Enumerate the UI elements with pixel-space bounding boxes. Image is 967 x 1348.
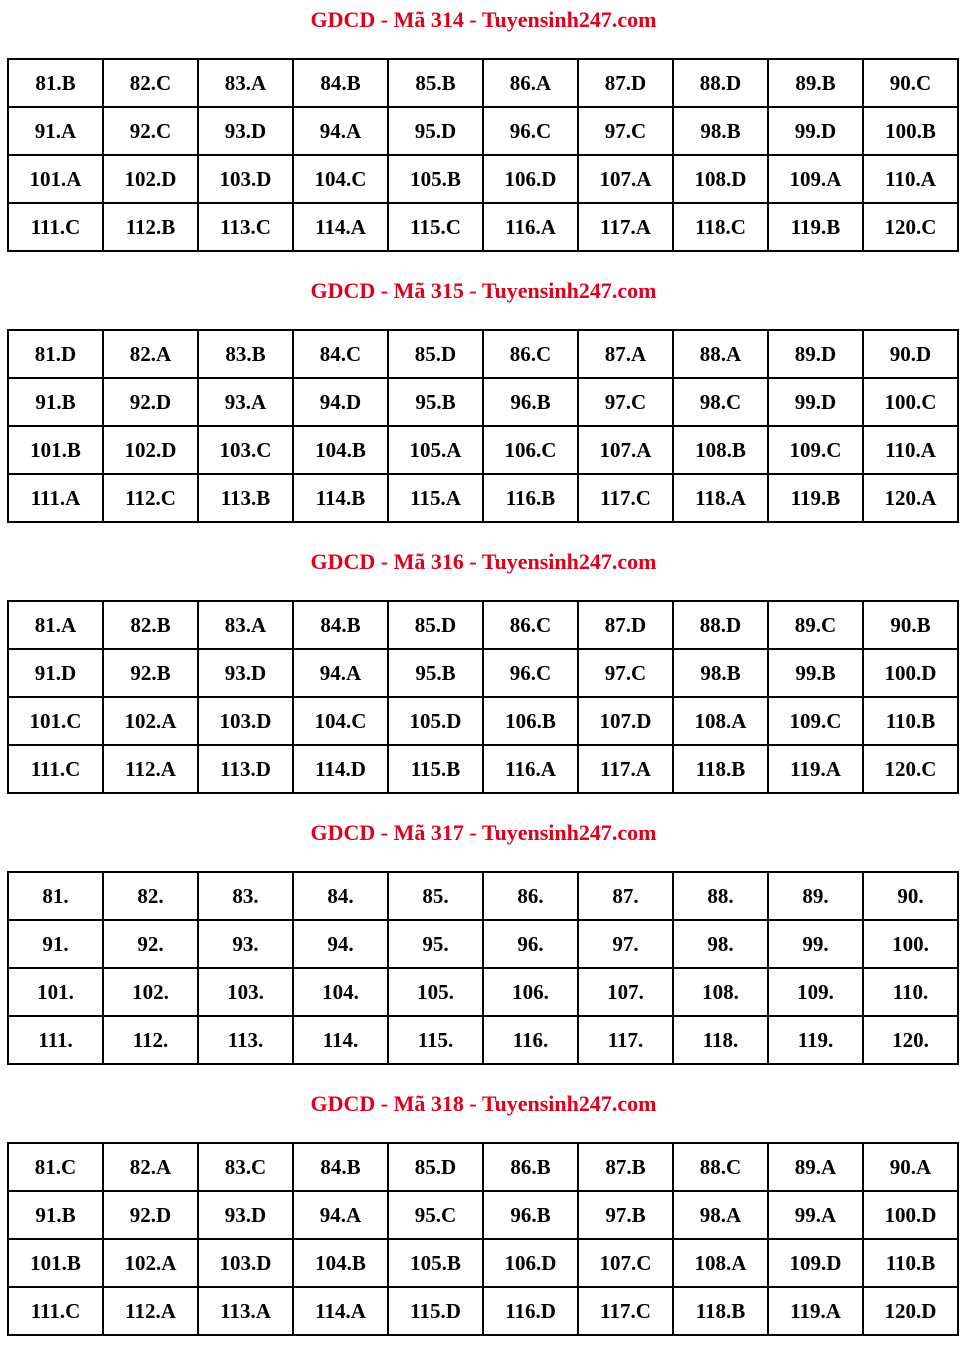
answer-cell: 112.C	[103, 474, 198, 522]
answer-cell: 101.C	[8, 697, 103, 745]
answer-cell: 106.B	[483, 697, 578, 745]
answer-cell: 106.D	[483, 1239, 578, 1287]
answer-cell: 118.A	[673, 474, 768, 522]
answer-cell: 116.	[483, 1016, 578, 1064]
answer-cell: 99.B	[768, 649, 863, 697]
answer-cell: 86.B	[483, 1143, 578, 1191]
table-row	[8, 1143, 958, 1191]
answer-cell: 99.A	[768, 1191, 863, 1239]
table-row	[8, 745, 958, 793]
answer-cell: 105.B	[388, 1239, 483, 1287]
answer-cell: 107.C	[578, 1239, 673, 1287]
answer-cell: 116.D	[483, 1287, 578, 1335]
table-row	[8, 107, 958, 155]
answer-cell: 118.C	[673, 203, 768, 251]
answer-cell: 119.B	[768, 203, 863, 251]
answer-cell: 98.B	[673, 649, 768, 697]
answer-cell: 107.A	[578, 155, 673, 203]
answer-cell: 107.A	[578, 426, 673, 474]
table-row	[8, 872, 958, 920]
answer-cell: 97.C	[578, 649, 673, 697]
answer-cell: 93.D	[198, 107, 293, 155]
answer-cell: 102.	[103, 968, 198, 1016]
answer-cell: 83.	[198, 872, 293, 920]
answer-cell: 85.D	[388, 1143, 483, 1191]
answer-cell: 90.	[863, 872, 958, 920]
answer-cell: 104.B	[293, 1239, 388, 1287]
answer-cell: 94.A	[293, 649, 388, 697]
answer-cell: 105.	[388, 968, 483, 1016]
answer-cell: 96.	[483, 920, 578, 968]
answer-cell: 97.B	[578, 1191, 673, 1239]
table-row	[8, 649, 958, 697]
answer-cell: 119.B	[768, 474, 863, 522]
answer-cell: 115.	[388, 1016, 483, 1064]
answer-cell: 96.C	[483, 649, 578, 697]
answer-cell: 120.C	[863, 203, 958, 251]
answer-cell: 95.B	[388, 378, 483, 426]
answer-cell: 113.D	[198, 745, 293, 793]
answer-cell: 94.A	[293, 107, 388, 155]
answer-cell: 101.B	[8, 1239, 103, 1287]
answer-cell: 112.A	[103, 1287, 198, 1335]
answer-cell: 92.D	[103, 378, 198, 426]
answer-cell: 98.A	[673, 1191, 768, 1239]
answer-cell: 113.	[198, 1016, 293, 1064]
answer-cell: 92.B	[103, 649, 198, 697]
answer-cell: 90.B	[863, 601, 958, 649]
answer-cell: 120.	[863, 1016, 958, 1064]
answer-cell: 92.C	[103, 107, 198, 155]
answer-cell: 82.A	[103, 330, 198, 378]
answer-cell: 116.B	[483, 474, 578, 522]
section-title: GDCD - Mã 315 - Tuyensinh247.com	[310, 278, 657, 303]
answer-cell: 106.	[483, 968, 578, 1016]
answer-cell: 93.	[198, 920, 293, 968]
answer-cell: 115.A	[388, 474, 483, 522]
answer-cell: 102.A	[103, 697, 198, 745]
answer-cell: 84.C	[293, 330, 388, 378]
table-row	[8, 203, 958, 251]
answer-cell: 97.	[578, 920, 673, 968]
answer-cell: 100.D	[863, 649, 958, 697]
answer-cell: 107.D	[578, 697, 673, 745]
answer-cell: 99.D	[768, 378, 863, 426]
answer-cell: 89.A	[768, 1143, 863, 1191]
answer-cell: 91.D	[8, 649, 103, 697]
answer-cell: 90.D	[863, 330, 958, 378]
answer-cell: 100.B	[863, 107, 958, 155]
answer-cell: 93.A	[198, 378, 293, 426]
answer-cell: 87.A	[578, 330, 673, 378]
answer-cell: 81.C	[8, 1143, 103, 1191]
table-row	[8, 474, 958, 522]
table-row	[8, 426, 958, 474]
answer-cell: 101.	[8, 968, 103, 1016]
answer-cell: 94.D	[293, 378, 388, 426]
answer-cell: 111.C	[8, 745, 103, 793]
answer-cell: 108.	[673, 968, 768, 1016]
answer-cell: 102.D	[103, 426, 198, 474]
answer-cell: 82.C	[103, 59, 198, 107]
answer-cell: 119.	[768, 1016, 863, 1064]
answer-cell: 88.D	[673, 59, 768, 107]
answer-cell: 100.C	[863, 378, 958, 426]
answer-cell: 84.B	[293, 601, 388, 649]
answer-cell: 118.	[673, 1016, 768, 1064]
answer-cell: 87.D	[578, 59, 673, 107]
answer-cell: 95.	[388, 920, 483, 968]
answer-cell: 112.A	[103, 745, 198, 793]
answer-cell: 91.	[8, 920, 103, 968]
answer-cell: 110.A	[863, 426, 958, 474]
answer-cell: 99.	[768, 920, 863, 968]
answer-cell: 88.A	[673, 330, 768, 378]
answer-cell: 85.D	[388, 330, 483, 378]
answer-cell: 83.A	[198, 59, 293, 107]
answer-cell: 89.D	[768, 330, 863, 378]
answer-cell: 89.	[768, 872, 863, 920]
answer-cell: 110.B	[863, 1239, 958, 1287]
answer-cell: 105.D	[388, 697, 483, 745]
answer-cell: 113.A	[198, 1287, 293, 1335]
answer-cell: 111.	[8, 1016, 103, 1064]
answer-cell: 85.B	[388, 59, 483, 107]
answer-cell: 94.	[293, 920, 388, 968]
section-title: GDCD - Mã 317 - Tuyensinh247.com	[310, 820, 657, 845]
answer-cell: 112.B	[103, 203, 198, 251]
section-title: GDCD - Mã 314 - Tuyensinh247.com	[310, 7, 657, 32]
answer-cell: 103.D	[198, 155, 293, 203]
answer-cell: 109.C	[768, 426, 863, 474]
answer-cell: 92.	[103, 920, 198, 968]
answer-cell: 106.D	[483, 155, 578, 203]
answer-cell: 86.C	[483, 601, 578, 649]
table-row	[8, 1016, 958, 1064]
answer-cell: 97.C	[578, 107, 673, 155]
answer-cell: 100.D	[863, 1191, 958, 1239]
answer-cell: 97.C	[578, 378, 673, 426]
answer-cell: 106.C	[483, 426, 578, 474]
answer-cell: 115.D	[388, 1287, 483, 1335]
answer-cell: 108.B	[673, 426, 768, 474]
answer-cell: 101.A	[8, 155, 103, 203]
answer-cell: 94.A	[293, 1191, 388, 1239]
answer-cell: 119.A	[768, 745, 863, 793]
answer-cell: 82.A	[103, 1143, 198, 1191]
answer-cell: 103.D	[198, 697, 293, 745]
answer-cell: 83.B	[198, 330, 293, 378]
answer-cell: 82.B	[103, 601, 198, 649]
section-title: GDCD - Mã 318 - Tuyensinh247.com	[310, 1091, 657, 1116]
answer-cell: 81.B	[8, 59, 103, 107]
answer-cell: 112.	[103, 1016, 198, 1064]
answer-cell: 86.	[483, 872, 578, 920]
answer-cell: 109.	[768, 968, 863, 1016]
answer-cell: 92.D	[103, 1191, 198, 1239]
table-row	[8, 601, 958, 649]
answer-cell: 91.B	[8, 1191, 103, 1239]
answer-cell: 89.B	[768, 59, 863, 107]
answer-cell: 104.C	[293, 697, 388, 745]
answer-cell: 120.D	[863, 1287, 958, 1335]
answer-cell: 88.	[673, 872, 768, 920]
answer-cell: 88.D	[673, 601, 768, 649]
answer-cell: 117.A	[578, 203, 673, 251]
answer-table	[7, 58, 959, 252]
answer-cell: 114.A	[293, 203, 388, 251]
answer-cell: 82.	[103, 872, 198, 920]
answer-cell: 89.C	[768, 601, 863, 649]
answer-cell: 114.	[293, 1016, 388, 1064]
answer-cell: 116.A	[483, 203, 578, 251]
answer-cell: 108.A	[673, 697, 768, 745]
answer-cell: 91.B	[8, 378, 103, 426]
answer-cell: 83.C	[198, 1143, 293, 1191]
answer-cell: 120.C	[863, 745, 958, 793]
answer-cell: 87.	[578, 872, 673, 920]
table-row	[8, 697, 958, 745]
answer-cell: 120.A	[863, 474, 958, 522]
table-row	[8, 920, 958, 968]
answer-cell: 98.C	[673, 378, 768, 426]
answer-cell: 91.A	[8, 107, 103, 155]
section-title: GDCD - Mã 316 - Tuyensinh247.com	[310, 549, 657, 574]
answer-cell: 117.A	[578, 745, 673, 793]
answer-cell: 85.	[388, 872, 483, 920]
answer-cell: 109.C	[768, 697, 863, 745]
answer-cell: 84.	[293, 872, 388, 920]
answer-cell: 104.	[293, 968, 388, 1016]
answer-cell: 98.B	[673, 107, 768, 155]
table-row	[8, 155, 958, 203]
answer-cell: 118.B	[673, 1287, 768, 1335]
answer-cell: 102.D	[103, 155, 198, 203]
answer-cell: 93.D	[198, 649, 293, 697]
table-row	[8, 378, 958, 426]
answer-cell: 84.B	[293, 59, 388, 107]
answer-cell: 117.C	[578, 1287, 673, 1335]
answer-cell: 87.D	[578, 601, 673, 649]
answer-table	[7, 600, 959, 794]
answer-cell: 110.A	[863, 155, 958, 203]
answer-cell: 81.	[8, 872, 103, 920]
answer-cell: 100.	[863, 920, 958, 968]
answer-table	[7, 329, 959, 523]
answer-cell: 117.	[578, 1016, 673, 1064]
answer-cell: 108.A	[673, 1239, 768, 1287]
answer-cell: 83.A	[198, 601, 293, 649]
answer-cell: 107.	[578, 968, 673, 1016]
table-row	[8, 1191, 958, 1239]
table-row	[8, 968, 958, 1016]
table-row	[8, 1239, 958, 1287]
answer-cell: 88.C	[673, 1143, 768, 1191]
answer-cell: 96.C	[483, 107, 578, 155]
answer-cell: 102.A	[103, 1239, 198, 1287]
answer-cell: 114.D	[293, 745, 388, 793]
answer-cell: 81.D	[8, 330, 103, 378]
answer-cell: 111.C	[8, 1287, 103, 1335]
answer-cell: 95.B	[388, 649, 483, 697]
table-row	[8, 59, 958, 107]
answer-cell: 119.A	[768, 1287, 863, 1335]
answer-cell: 110.	[863, 968, 958, 1016]
answer-cell: 90.C	[863, 59, 958, 107]
answer-cell: 111.A	[8, 474, 103, 522]
answer-cell: 105.A	[388, 426, 483, 474]
answer-cell: 90.A	[863, 1143, 958, 1191]
answer-cell: 98.	[673, 920, 768, 968]
answer-cell: 87.B	[578, 1143, 673, 1191]
answer-cell: 116.A	[483, 745, 578, 793]
answer-cell: 85.D	[388, 601, 483, 649]
answer-cell: 95.D	[388, 107, 483, 155]
answer-cell: 99.D	[768, 107, 863, 155]
answer-cell: 113.C	[198, 203, 293, 251]
answer-cell: 115.C	[388, 203, 483, 251]
answer-cell: 93.D	[198, 1191, 293, 1239]
answer-cell: 105.B	[388, 155, 483, 203]
answer-cell: 103.C	[198, 426, 293, 474]
table-row	[8, 330, 958, 378]
answer-cell: 114.B	[293, 474, 388, 522]
answer-cell: 103.	[198, 968, 293, 1016]
answer-cell: 101.B	[8, 426, 103, 474]
answer-cell: 96.B	[483, 1191, 578, 1239]
answer-cell: 110.B	[863, 697, 958, 745]
answer-cell: 111.C	[8, 203, 103, 251]
answer-table	[7, 871, 959, 1065]
answer-cell: 104.C	[293, 155, 388, 203]
answer-cell: 118.B	[673, 745, 768, 793]
answer-cell: 104.B	[293, 426, 388, 474]
table-row	[8, 1287, 958, 1335]
answer-cell: 108.D	[673, 155, 768, 203]
answer-cell: 113.B	[198, 474, 293, 522]
answer-cell: 114.A	[293, 1287, 388, 1335]
answer-cell: 109.D	[768, 1239, 863, 1287]
answer-cell: 96.B	[483, 378, 578, 426]
answer-cell: 86.A	[483, 59, 578, 107]
answer-table	[7, 1142, 959, 1336]
answer-cell: 117.C	[578, 474, 673, 522]
answer-cell: 84.B	[293, 1143, 388, 1191]
answer-cell: 103.D	[198, 1239, 293, 1287]
answer-cell: 81.A	[8, 601, 103, 649]
answer-cell: 109.A	[768, 155, 863, 203]
answer-cell: 95.C	[388, 1191, 483, 1239]
answer-cell: 115.B	[388, 745, 483, 793]
answer-cell: 86.C	[483, 330, 578, 378]
